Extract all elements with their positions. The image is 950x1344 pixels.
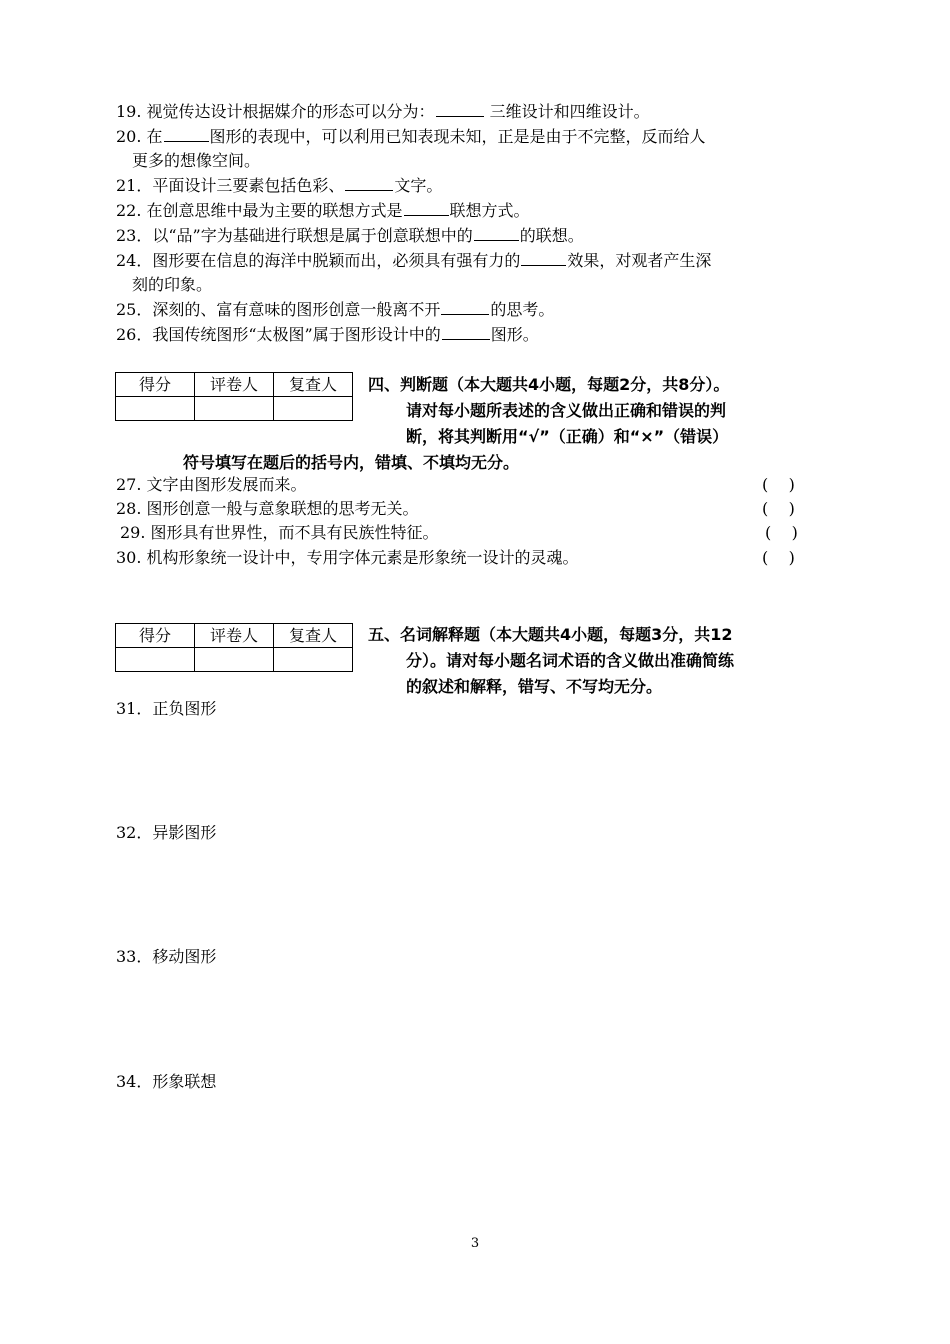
answer-blank[interactable] <box>164 125 209 142</box>
section-4-heading <box>368 372 818 450</box>
answer-blank[interactable] <box>441 298 489 315</box>
question-text: 19. 视觉传达设计根据媒介的形态可以分为： <box>116 102 435 121</box>
section-4-instructions: 断，将其判断用“√”（正确）和“×”（错误） <box>406 427 729 446</box>
answer-parentheses[interactable]: ( ) <box>762 548 795 567</box>
question-28: 28. 图形创意一般与意象联想的思考无关。 <box>116 499 419 518</box>
section-5-instructions: 分）。请对每小题名词术语的含义做出准确简练 <box>406 651 735 670</box>
question-text: 图形的表现中，可以利用已知表现未知，正是是由于不完整，反而给人 <box>209 127 706 146</box>
reviewer-cell[interactable] <box>274 397 353 421</box>
reviewer-cell[interactable] <box>274 648 353 672</box>
grader-header: 评卷人 <box>195 373 274 397</box>
question-29: 29. 图形具有世界性，而不具有民族性特征。 <box>120 523 439 542</box>
question-text: 24．图形要在信息的海洋中脱颖而出，必须具有强有力的 <box>116 251 521 270</box>
page-number: 3 <box>470 1236 480 1251</box>
question-26 <box>116 323 539 347</box>
question-text: 图形。 <box>490 325 539 344</box>
score-table <box>115 623 353 672</box>
question-24 <box>116 249 711 273</box>
answer-parentheses[interactable]: ( ) <box>765 523 798 542</box>
question-23 <box>116 224 584 248</box>
answer-parentheses[interactable]: ( ) <box>762 499 795 518</box>
question-text: 22. 在创意思维中最为主要的联想方式是 <box>116 201 403 220</box>
question-30: 30. 机构形象统一设计中，专用字体元素是形象统一设计的灵魂。 <box>116 548 579 567</box>
reviewer-header: 复查人 <box>274 373 353 397</box>
reviewer-header: 复查人 <box>274 624 353 648</box>
grader-header: 评卷人 <box>195 624 274 648</box>
answer-blank[interactable] <box>474 224 519 241</box>
answer-blank[interactable] <box>442 323 490 340</box>
question-text: 26．我国传统图形“太极图”属于图形设计中的 <box>116 325 441 344</box>
question-27: 27. 文字由图形发展而来。 <box>116 475 307 494</box>
score-header: 得分 <box>116 624 195 648</box>
section-4-instructions: 符号填写在题后的括号内，错填、不填均无分。 <box>183 453 520 472</box>
question-text: 效果，对观者产生深 <box>567 251 712 270</box>
score-cell[interactable] <box>116 648 195 672</box>
question-31: 31．正负图形 <box>116 699 217 718</box>
question-22 <box>116 199 530 223</box>
question-24-continuation: 刻的印象。 <box>132 275 213 294</box>
section-5-title: 五、名词解释题（本大题共4小题，每题3分，共12 <box>368 625 733 644</box>
question-text: 三维设计和四维设计。 <box>484 102 650 121</box>
question-20 <box>116 125 706 149</box>
score-table <box>115 372 353 421</box>
question-text: 20. 在 <box>116 127 163 146</box>
answer-blank[interactable] <box>404 199 449 216</box>
question-21 <box>116 174 442 198</box>
question-20-continuation: 更多的想像空间。 <box>132 151 261 170</box>
score-cell[interactable] <box>116 397 195 421</box>
answer-blank[interactable] <box>521 249 566 266</box>
question-33: 33．移动图形 <box>116 947 217 966</box>
question-text: 文字。 <box>394 176 443 195</box>
section-5-heading <box>368 622 818 700</box>
question-text: 的联想。 <box>519 226 584 245</box>
question-34: 34．形象联想 <box>116 1072 217 1091</box>
question-text: 21．平面设计三要素包括色彩、 <box>116 176 345 195</box>
question-19 <box>116 100 650 124</box>
question-text: 的思考。 <box>490 300 555 319</box>
score-header: 得分 <box>116 373 195 397</box>
answer-parentheses[interactable]: ( ) <box>762 475 795 494</box>
grader-cell[interactable] <box>195 648 274 672</box>
grader-cell[interactable] <box>195 397 274 421</box>
section-4-title: 四、判断题（本大题共4小题，每题2分，共8分）。 <box>368 375 730 394</box>
question-text: 联想方式。 <box>449 201 530 220</box>
question-text: 23．以“品”字为基础进行联想是属于创意联想中的 <box>116 226 473 245</box>
question-32: 32．异影图形 <box>116 823 217 842</box>
answer-blank[interactable] <box>345 174 393 191</box>
section-4-instructions: 请对每小题所表述的含义做出正确和错误的判 <box>406 401 727 420</box>
section-5-instructions: 的叙述和解释，错写、不写均无分。 <box>406 677 663 696</box>
answer-blank[interactable] <box>436 100 484 117</box>
question-25 <box>116 298 554 322</box>
question-text: 25．深刻的、富有意味的图形创意一般离不开 <box>116 300 441 319</box>
